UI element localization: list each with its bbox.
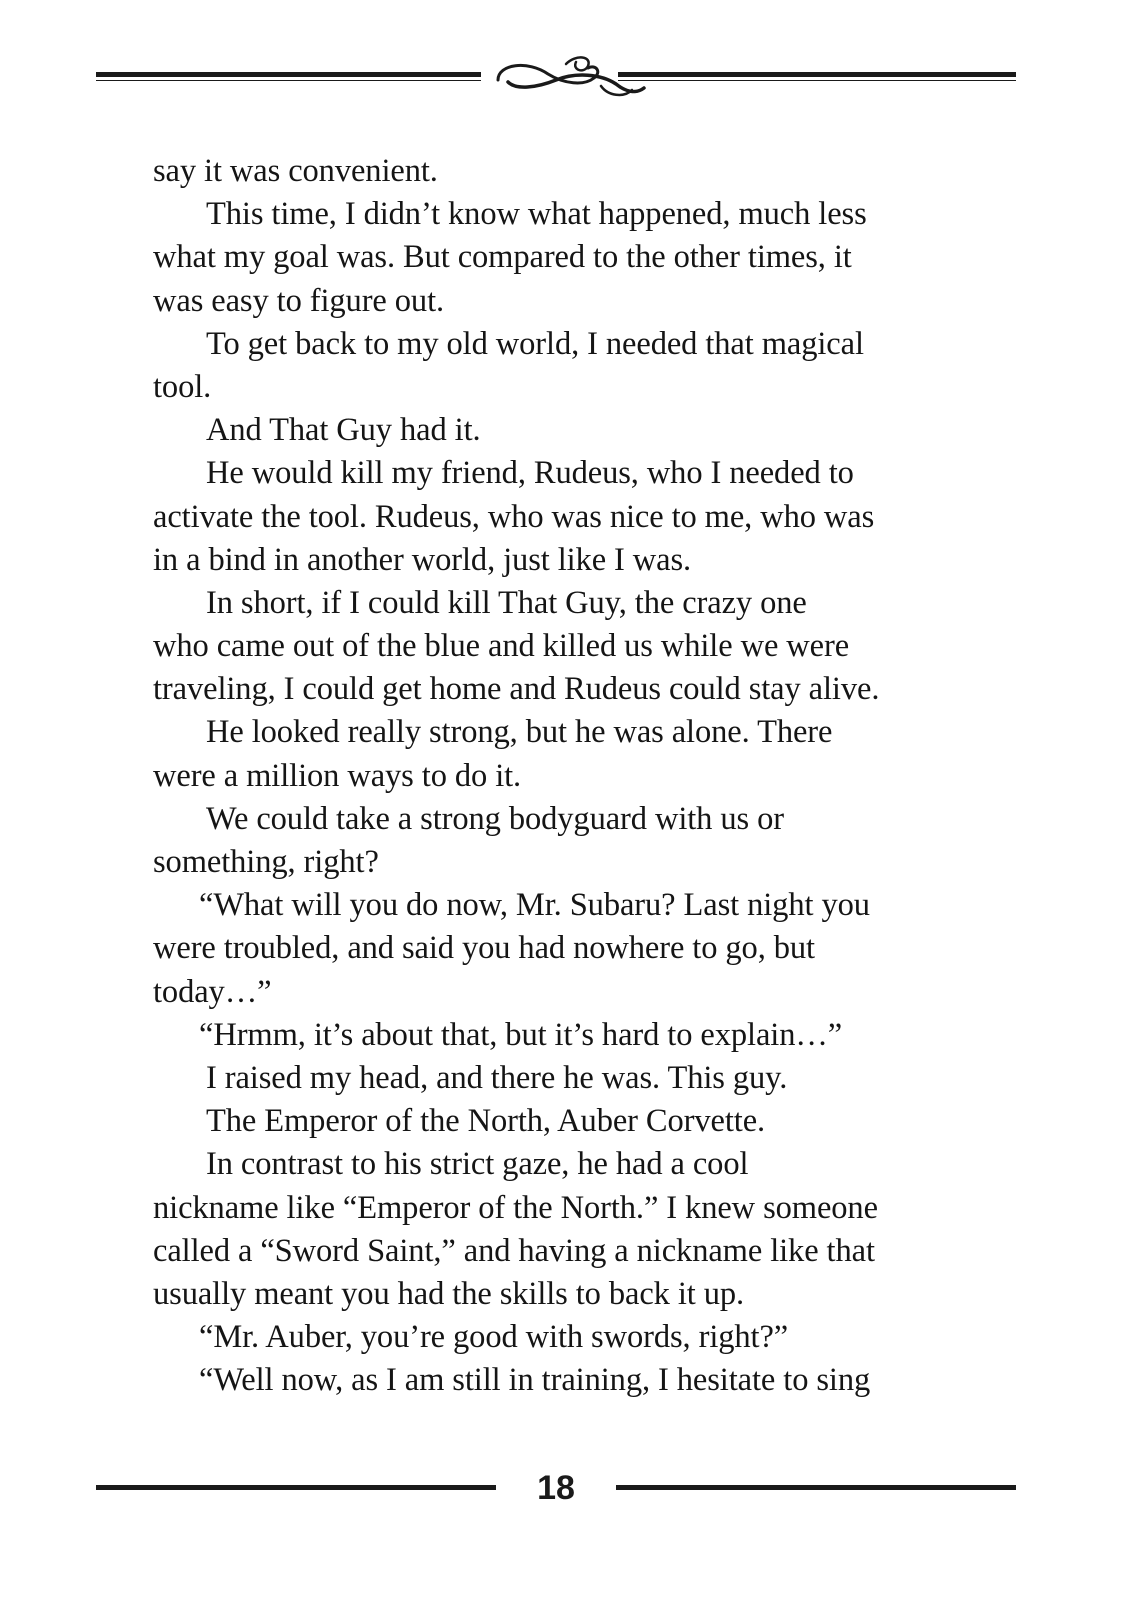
- text-line: “Mr. Auber, you’re good with swords, right?”: [199, 1319, 789, 1356]
- text-line: In short, if I could kill That Guy, the crazy one: [206, 584, 807, 621]
- text-line: And That Guy had it.: [206, 412, 481, 449]
- text-line: who came out of the blue and killed us while we were: [153, 628, 850, 665]
- text-line: In contrast to his strict gaze, he had a cool: [206, 1146, 749, 1183]
- text-line: I raised my head, and there he was. This guy.: [206, 1059, 788, 1096]
- text-line: what my goal was. But compared to the other times, it: [153, 239, 852, 276]
- text-line: “Hrmm, it’s about that, but it’s hard to explain…”: [199, 1016, 843, 1053]
- text-line: The Emperor of the North, Auber Corvette.: [206, 1103, 766, 1140]
- body-text: [153, 150, 983, 1402]
- text-line: tool.: [153, 368, 212, 405]
- text-line: usually meant you had the skills to back it up.: [153, 1275, 745, 1312]
- text-line: He looked really strong, but he was alone. There: [206, 714, 833, 751]
- text-line: in a bind in another world, just like I was.: [153, 541, 692, 578]
- text-line: “Well now, as I am still in training, I hesitate to sing: [199, 1362, 871, 1399]
- text-line: something, right?: [153, 844, 379, 880]
- text-line: today…”: [153, 973, 272, 1010]
- text-line: activate the tool. Rudeus, who was nice to me, who was: [153, 498, 875, 535]
- text-line: This time, I didn’t know what happened, much less: [206, 196, 867, 233]
- text-line: was easy to figure out.: [153, 282, 445, 319]
- text-line: say it was convenient.: [153, 153, 438, 189]
- text-line: To get back to my old world, I needed that magical: [206, 325, 864, 362]
- text-line: were a million ways to do it.: [153, 757, 522, 794]
- text-line: called a “Sword Saint,” and having a nickname like that: [153, 1232, 875, 1269]
- text-line: traveling, I could get home and Rudeus could stay alive.: [153, 671, 880, 708]
- text-line: He would kill my friend, Rudeus, who I needed to: [206, 455, 854, 492]
- page-footer: [96, 1466, 1016, 1510]
- flourish-ornament-icon: [96, 50, 1016, 102]
- text-line: “What will you do now, Mr. Subaru? Last night you: [199, 887, 870, 924]
- text-line: nickname like “Emperor of the North.” I knew someone: [153, 1189, 878, 1226]
- text-line: were troubled, and said you had nowhere to go, but: [153, 930, 815, 967]
- text-line: We could take a strong bodyguard with us or: [206, 800, 784, 837]
- page-number: 18: [537, 1469, 575, 1507]
